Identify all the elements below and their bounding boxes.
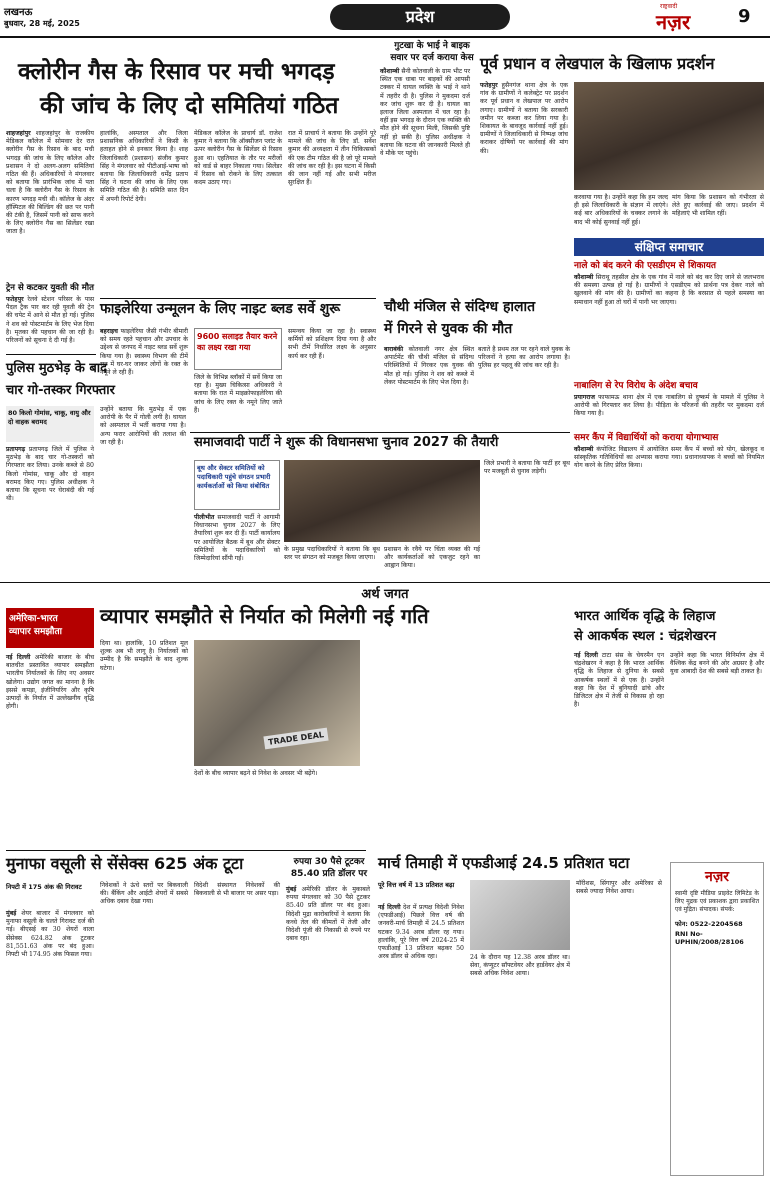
chlorine-col1-text: शाहजहांपुर के राजकीय मेडिकल कॉलेज में सोमवार देर रात क्लोरीन गैस के रिसाव के बाद मची भगदड़ की जांच के लिए कॉलेज और प्रशासन ने दो अलग-अलग समितियां गठित की हैं। अधिकारियों ने मंगलवार को बताया कि प्रारंभिक जांच में पता चला है कि क्लोरीन गैस के रिसाव के कारण भगदड़ मची थी। कॉलेज के अंदर हॉस्पिटल की बिल्डिंग की छत पर पानी की टंकी है, जिसमें पानी को साफ करने के लिए क्लोरीन गैस का सिलेंडर रखा जाता है।	[6, 130, 94, 236]
fourth-floor-col-2: बताते है प्रथम तल पर रहने वाले युवक के परिजनों ने हत्या का आरोप लगाया है। पुलिस हर पहलू की जांच कर रही है।	[478, 346, 570, 370]
sp-dateline: पीलीभीत	[194, 514, 215, 521]
brief-item3-dateline: कौशाम्बी	[574, 446, 594, 453]
train-body	[6, 296, 95, 345]
sensex-dateline: मुंबई	[6, 910, 17, 917]
brief-item1-headline: नाले को बंद करने की एसडीएम से शिकायत	[574, 261, 717, 271]
bike-col	[380, 68, 470, 300]
growth-col-2: उन्होंने कहा कि भारत विनिर्माण क्षेत्र में वैश्विक केंद्र बनने की ओर अग्रसर है और युवा आबादी देश की सबसे बड़ी ताकत है।	[670, 652, 764, 676]
protest-col-3: मांग किया कि प्रशासन को गंभीरता से लेते हुए कार्रवाई की जाए। प्रदर्शन में महिलाएं भी शामिल रहीं।	[672, 194, 764, 218]
fourth-floor-dateline: बाराबंकी	[384, 346, 404, 353]
chlorine-headline-2: की जांच के लिए दो समितियां गठित	[40, 93, 339, 119]
sp-bullet: बूथ और सेक्टर समितियों को पदाधिकारी पहुंचे संगठन प्रभारी कार्यकर्ताओं को किया संबोधित	[194, 460, 280, 510]
fdi-col-2: 24 के दौरान यह 12.38 अरब डॉलर था। सेवा, कंप्यूटर सॉफ्टवेयर और हार्डवेयर क्षेत्र में सबसे अधिक निवेश आया।	[470, 954, 570, 978]
section-title: प्रदेश	[330, 4, 510, 30]
filaria-callout: 9600 सलाइड तैयार करने का लक्ष्य रखा गया	[194, 328, 282, 370]
economy-col-1	[6, 654, 94, 844]
imprint-brand: नज़र	[705, 869, 729, 885]
fdi-headline: मार्च तिमाही में एफडीआई 24.5 प्रतिशत घटा	[378, 854, 630, 872]
sp-col-2: के प्रमुख पदाधिकारियों ने बताया कि बूथ स्तर पर संगठन को मजबूत किया जाएगा।	[284, 546, 380, 562]
fourth-floor-headline-2: में गिरने से युवक की मौत	[384, 321, 513, 337]
protest-text: हुसैनगंज थाना क्षेत्र के एक गांव के ग्रामीणों ने कलेक्ट्रेट पर प्रदर्शन कर पूर्व प्रधान व लेखपाल पर आरोप लगाए। ग्रामीणों ने बताया कि सरकारी जमीन पर कब्जा कर लिया गया है। शिकायत के बावजूद कार्रवाई नहीं हुई। ग्रामीणों ने जिलाधिकारी से निष्पक्ष जांच कराकर दोषियों पर कार्रवाई की मांग की।	[480, 82, 569, 155]
filaria-col-3: समन्वय किया जा रहा है। स्वास्थ्य कर्मियों को प्रशिक्षण दिया गया है और सभी टीमें निर्धारित लक्ष्य के अनुसार कार्य कर रही हैं।	[288, 328, 376, 360]
brief-item1-dateline: कौशाम्बी	[574, 274, 594, 281]
filaria-text: फाइलेरिया जैसी गंभीर बीमारी को समय रहते पहचान और उपचार के उद्देश्य से जनपद में नाइट ब्लड सर्वे शुरू किया गया है। स्वास्थ्य विभाग की टीमें रात में घर-घर जाकर लोगों के रक्त के नमूने ले रही हैं।	[100, 328, 188, 377]
sensex-col-1	[6, 910, 94, 1176]
police-col-1	[6, 446, 94, 570]
growth-col-1	[574, 652, 664, 856]
economy-text: अमेरिकी बाजार के बीच बातचीत प्रस्तावित व्यापार समझौता भारतीय निर्यातकों के लिए नए अवसर खोलेगा। उद्योग जगत का मानना है कि इससे कपड़ा, इंजीनियरिंग और कृषि उत्पादों के निर्यात में उल्लेखनीय वृद्धि होगी।	[6, 654, 95, 711]
growth-headline-1: भारत आर्थिक वृद्धि के लिहाज	[574, 609, 716, 624]
bike-headline-2: सवार पर दर्ज कराया केस	[390, 53, 474, 63]
train-text: रेलवे स्टेशन परिसर के पास पैदल ट्रैक पार कर रही युवती की ट्रेन की चपेट में आने से मौत हो गई। पुलिस ने शव को पोस्टमार्टम के लिए भेज दिया है। मृतका की पहचान की जा रही है। परिजनों को सूचना दे दी गई है।	[6, 296, 95, 345]
protest-dateline: फतेहपुर	[480, 82, 498, 89]
rupee-headline-2: 85.40 प्रति डॉलर पर	[290, 869, 368, 879]
chlorine-col-1	[6, 130, 94, 280]
economy-col-2: दिया था। हालांकि, 10 प्रतिशत मूल शुल्क अब भी लागू है। निर्यातकों को उम्मीद है कि समझौते के बाद शुल्क घटेगा।	[100, 640, 188, 672]
sp-rule	[190, 432, 570, 433]
fdi-image	[470, 880, 570, 950]
police-headline-2: चार गो-तस्कर गिरफ्तार	[6, 383, 115, 398]
train-dateline: फतेहपुर	[6, 296, 24, 303]
protest-col-1	[480, 82, 568, 232]
brief-item2-body	[574, 394, 764, 430]
brief-item2-headline: नाबालिग से रेप विरोध के अंदेश बचाव	[574, 381, 698, 391]
imprint-box	[670, 862, 764, 1176]
sensex-col-3: विदेशी संस्थागत निवेशकों की बिकवाली से भी बाजार पर असर पड़ा।	[194, 882, 280, 898]
brief-title: संक्षिप्त समाचार	[574, 238, 764, 256]
sensex-headline: मुनाफा वसूली से सेंसेक्स 625 अंक टूटा	[6, 854, 244, 873]
train-headline: ट्रेन से कटकर युवती की मौत	[6, 283, 94, 293]
brief-item1-body	[574, 274, 764, 378]
economy-col-3: देशों के बीच व्यापार बढ़ने से निवेश के अवसर भी बढ़ेंगे।	[194, 770, 318, 777]
trade-deal-image	[194, 640, 360, 766]
protest-headline: पूर्व प्रधान व लेखपाल के खिलाफ प्रदर्शन	[480, 54, 715, 73]
growth-text: टाटा संस के चेयरमैन एन चंद्रशेखरन ने कहा है कि भारत आर्थिक वृद्धि के लिहाज से दुनिया के सबसे आकर्षक स्थलों में से एक है। उन्होंने कहा कि देश में बुनियादी ढांचे और डिजिटल क्षेत्र में तेजी से विकास हो रहा है।	[574, 652, 665, 709]
police-dateline: प्रतापगढ़	[6, 446, 26, 453]
police-text: प्रतापगढ़ जिले में पुलिस ने मुठभेड़ के बाद चार गो-तस्करों को गिरफ्तार कर लिया। उनके कब्जे से 80 किलो गोमांस, चाकू और दो वाहन बरामद किए गए। पुलिस अधीक्षक ने बताया कि सूचना पर घेराबंदी की गई थी।	[6, 446, 94, 503]
rupee-headline-1: रुपया 30 पैसे टूटकर	[293, 857, 365, 867]
economy-tag	[6, 608, 94, 648]
gas-side-text: वहीं इस भगदड़ के दौरान एक व्यक्ति की मौत होने की सूचना मिली, जिसकी पुष्टि नहीं हो सकी है। पुलिस अधीक्षक ने बताया कि घटना की जानकारी मिलते ही वे मौके पर पहुंचे।	[380, 117, 470, 158]
masthead-rule	[0, 36, 770, 38]
fourth-floor-headline-1: चौथी मंजिल से संदिग्ध हालात	[384, 299, 536, 315]
rupee-body	[286, 886, 370, 1176]
imprint-rni: RNI No-UPHIN/2008/28106	[675, 929, 744, 946]
sensex-bullet: निफ्टी में 175 अंक की गिरावट	[6, 883, 82, 891]
fdi-text: देश में प्रत्यक्ष विदेशी निवेश (एफडीआई) पिछले वित्त वर्ष की जनवरी-मार्च तिमाही में 24.5 प्रतिशत घटकर 9.34 अरब डॉलर रह गया। हालांकि, पूरे वित्त वर्ष 2024-25 में एफडीआई 13 प्रतिशत बढ़कर 50 अरब डॉलर से अधिक रहा।	[378, 904, 464, 961]
fourth-floor-col-1	[384, 346, 474, 426]
bike-dateline: कौशाम्बी	[380, 68, 400, 75]
protest-photo	[574, 82, 764, 190]
police-bullet: 80 किलो गोमांस, चाकू, वायु और दो वाहक बरामद	[6, 406, 94, 442]
brief-item1-text: सिराथू तहसील क्षेत्र के एक गांव में नाले को बंद कर दिए जाने से जलभराव की समस्या उत्पन्न हो गई है। ग्रामीणों ने एसडीएम को प्रार्थना पत्र देकर नाले को खुलवाने की मांग की है। ग्रामीणों का कहना है कि बरसात से पहले समस्या का समाधान नहीं हुआ तो घरों में पानी भर जाएगा।	[574, 274, 764, 306]
brand-small: राष्ट्रवादी	[660, 3, 678, 10]
police-headline-1: पुलिस मुठभेड़ के बाद	[6, 361, 108, 376]
filaria-headline: फाइलेरिया उन्मूलन के लिए नाइट ब्लड सर्वे शुरू	[100, 301, 341, 317]
masthead	[0, 0, 770, 44]
police-col-2: उन्होंने बताया कि मुठभेड़ में एक आरोपी के पैर में गोली लगी है। घायल को अस्पताल में भर्ती कराया गया है। अन्य फरार आरोपियों की तलाश की जा रही है।	[100, 406, 186, 446]
filaria-dateline: बहराइच	[100, 328, 118, 335]
brief-item3-text: कंपोजिट विद्यालय में आयोजित समर कैंप में बच्चों को योग, खेलकूद व सांस्कृतिक गतिविधियों का अभ्यास कराया गया। प्रधानाध्यापक ने बच्चों को नियमित योग करने के लिए प्रेरित किया।	[574, 446, 764, 470]
sp-col-3: प्रशासन के रवैये पर चिंता व्यक्त की गई और कार्यकर्ताओं को एकजुट रहने का आह्वान किया।	[384, 546, 480, 570]
brief-item2-text: फाफामऊ थाना क्षेत्र में एक नाबालिग से दुष्कर्म के मामले में पुलिस ने आरोपी को गिरफ्तार कर लिया है। पीड़िता के परिजनों की तहरीर पर मुकदमा दर्ज किया गया है।	[574, 394, 764, 418]
sp-headline: समाजवादी पार्टी ने शुरू की विधानसभा चुनाव 2027 की तैयारी	[194, 435, 499, 450]
rupee-dateline: मुंबई	[286, 886, 297, 893]
growth-dateline: नई दिल्ली	[574, 652, 599, 659]
bike-text: सैनी कोतवाली के ग्राम भीट पर स्थित एक धाबा पर बाइकों की आपसी टक्कर में घायल व्यक्ति के भाई ने थाने में तहरीर दी है। पुलिस ने मुकदमा दर्ज कर जांच शुरू कर दी है। घायल का इलाज जिला अस्पताल में चल रहा है।	[380, 68, 470, 117]
masthead-date: बुधवार, 28 मई, 2025	[4, 19, 80, 28]
sp-photo	[284, 460, 480, 542]
sp-text: समाजवादी पार्टी ने आगामी विधानसभा चुनाव 2027 के लिए तैयारियां शुरू कर दी हैं। पार्टी कार्यालय पर आयोजित बैठक में बूथ और सेक्टर समितियों के पदाधिकारियों को जिम्मेदारियां सौंपी गईं।	[194, 514, 280, 563]
economy-rule	[0, 582, 770, 583]
economy-section-title: अर्थ जगत	[361, 587, 409, 602]
economy-tag-2: व्यापार समझौता	[9, 627, 62, 637]
imprint-phone: फोन: 0522-2204568	[675, 919, 743, 928]
sp-col-1	[194, 514, 280, 574]
chlorine-col-2: हालांकि, अस्पताल और जिला प्रशासनिक अधिकारियों ने किसी के हताहत होने से इनकार किया है। शाह जिलाधिकारी (प्रशासन) संजीव कुमार सिंह ने मंगलवार को पीटीआई-भाषा को बताया कि जिलाधिकारी धर्मेंद्र प्रताप सिंह ने घटना की जांच के लिए एक समिति गठित की है। समिति सात दिन में अपनी रिपोर्ट देगी।	[100, 130, 188, 203]
trade-deal-label: TRADE DEAL	[263, 728, 328, 750]
imprint-body: स्वामी दृष्टि मीडिया प्राइवेट लिमिटेड के लिए मुद्रक एवं प्रकाशक द्वारा प्रकाशित एवं मुद्रित। संपादक। संपर्क:	[675, 890, 759, 914]
police-rule	[6, 354, 96, 355]
masthead-city: लखनऊ	[4, 7, 33, 18]
protest-col-2: करवाया गया है। उन्होंने कहा कि हम जल्द ही इसे जिलाधिकारी के संज्ञान में लाएंगे। कई बार अधिकारियों के चक्कर लगाने के बाद भी कोई सुनवाई नहीं हुई।	[574, 194, 668, 226]
chlorine-col-4: रात में प्राचार्य ने बताया कि उन्होंने पूरे मामले की जांच के लिए डॉ. सर्वेश कुमार की अध्यक्षता में तीन चिकित्सकों की एक टीम गठित की है जो पूरे मामले की जांच कर रही है। इस घटना में किसी की जान नहीं गई और सभी मरीज सुरक्षित हैं।	[288, 130, 376, 187]
page-number: 9	[738, 6, 751, 27]
sensex-text: शेयर बाजार में मंगलवार को मुनाफा वसूली के चलते गिरावट दर्ज की गई। बीएसई का 30 शेयरों वाला सेंसेक्स 624.82 अंक टूटकर 81,551.63 अंक पर बंद हुआ। निफ्टी भी 174.95 अंक फिसल गया।	[6, 910, 94, 959]
economy-dateline: नई दिल्ली	[6, 654, 31, 661]
economy-tag-1: अमेरिका-भारत	[9, 614, 58, 624]
growth-headline-2: से आकर्षक स्थल : चंद्रशेखरन	[574, 629, 716, 644]
chlorine-dateline: शाहजहांपुर	[6, 130, 31, 137]
fourth-floor-text: कोतवाली नगर क्षेत्र स्थित अपार्टमेंट की चौथी मंजिल से संदिग्ध परिस्थितियों में गिरकर एक युवक की मौत हो गई। पुलिस ने शव को कब्जे में लेकर पोस्टमार्टम के लिए भेज दिया है।	[384, 346, 474, 386]
fdi-bullet: पूरे वित्त वर्ष में 13 प्रतिशत बढ़ा	[378, 881, 455, 889]
rupee-text: अमेरिकी डॉलर के मुकाबले रुपया मंगलवार को 30 पैसे टूटकर 85.40 प्रति डॉलर पर बंद हुआ। विदेशी मुद्रा कारोबारियों ने बताया कि कच्चे तेल की कीमतों में तेजी और विदेशी पूंजी की निकासी से रुपये पर दबाव रहा।	[286, 886, 370, 943]
brief-item3-body	[574, 446, 764, 576]
sensex-col-2: निवेशकों ने ऊंचे स्तरों पर बिकवाली की। बैंकिंग और आईटी शेयरों में सबसे अधिक दबाव देखा गया।	[100, 882, 188, 906]
sp-col-4: जिले प्रभारी ने बताया कि पार्टी हर बूथ पर मजबूती से चुनाव लड़ेगी।	[484, 460, 570, 476]
filaria-col-2: जिले के विभिन्न ब्लॉकों में सर्वे किया जा रहा है। मुख्य चिकित्सा अधिकारी ने बताया कि रात में माइक्रोफाइलेरिया की जांच के लिए रक्त के नमूने लिए जाते हैं।	[194, 374, 282, 414]
filaria-rule	[100, 298, 376, 299]
bike-headline-1: गुटखा के भाई ने बाइक	[394, 41, 470, 51]
fdi-col-1	[378, 904, 464, 1176]
chlorine-col-3: मेडिकल कॉलेज के प्राचार्य डॉ. राजेश कुमार ने बताया कि ऑक्सीजन प्लांट के ऊपर क्लोरीन गैस के सिलेंडर से रिसाव हुआ था। एहतियात के तौर पर मरीजों को वार्ड से बाहर निकाला गया। सिलेंडर में रिसाव को रोकने के लिए तत्काल कदम उठाए गए।	[194, 130, 282, 187]
sensex-rule	[6, 850, 366, 851]
brand-logo: नज़र	[656, 10, 691, 34]
fdi-col-3: मॉरीशस, सिंगापुर और अमेरिका से सबसे ज्यादा निवेश आया।	[576, 880, 662, 896]
brief-item3-headline: समर कैंप में विद्यार्थियों को कराया योगाभ्यास	[574, 433, 719, 443]
brief-item2-dateline: प्रयागराज	[574, 394, 595, 401]
fdi-dateline: नई दिल्ली	[378, 904, 401, 911]
chlorine-headline-1: क्लोरीन गैस के रिसाव पर मची भगदड़	[18, 59, 335, 85]
economy-headline: व्यापार समझौते से निर्यात को मिलेगी नई गति	[100, 604, 429, 628]
